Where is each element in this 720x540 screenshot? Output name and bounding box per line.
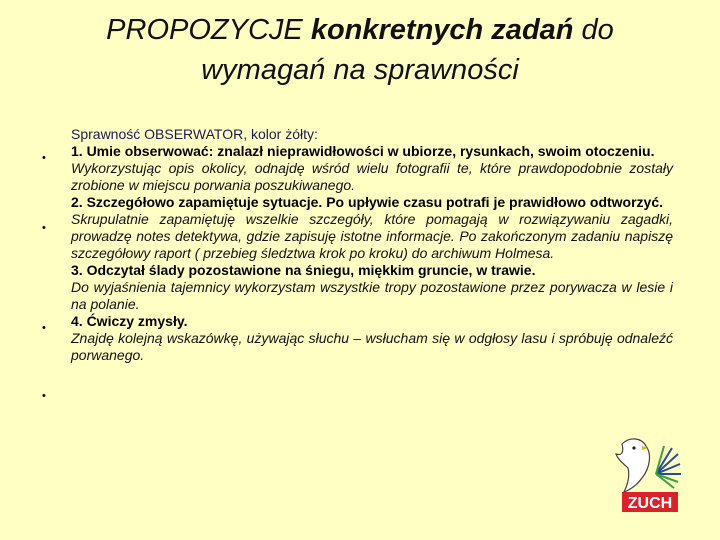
list-item-desc: Znajdę kolejną wskazówkę, używając słuchu – wsłucham się w odgłosy lasu i spróbuję odnaleźć porwanego. xyxy=(71,330,673,363)
content-heading: Sprawność OBSERWATOR, kolor żółty: xyxy=(71,126,318,142)
title-part-1: PROPOZYCJE xyxy=(106,14,311,46)
slide-title xyxy=(0,10,720,90)
bullet-1: • xyxy=(42,152,46,164)
title-line-1 xyxy=(0,10,720,50)
zuch-logo xyxy=(612,434,682,516)
bullet-4: • xyxy=(42,390,46,402)
bullet-2: • xyxy=(42,222,46,234)
list-item-point: 1. Umie obserwować: znalazł nieprawidłowości w ubiorze, rysunkach, swoim otoczeniu. xyxy=(71,143,655,159)
list-item-desc: Skrupulatnie zapamiętuję wszelkie szczegóły, które pomagają w rozwiązywaniu zagadki, prowadzę notes detektywa, gdzie zapisuję istotne informacje. Po zakończonym zadaniu napiszę szczegółowy raport ( przebieg śledztwa krok po kroku) do archiwum Holmesa. xyxy=(71,211,673,261)
slide-content xyxy=(71,126,673,364)
logo-text: ZUCH xyxy=(627,495,673,512)
title-line-2: wymagań na sprawności xyxy=(201,54,519,86)
bullet-3: • xyxy=(42,322,46,334)
eagle-logo-icon xyxy=(612,434,682,516)
list-item-point: 3. Odczytał ślady pozostawione na śniegu, miękkim gruncie, w trawie. xyxy=(71,262,536,278)
list-item-point: 2. Szczegółowo zapamiętuje sytuacje. Po upływie czasu potrafi je prawidłowo odtworzyć. xyxy=(71,194,664,210)
title-part-2: konkretnych zadań xyxy=(310,14,574,46)
list-item-desc: Wykorzystując opis okolicy, odnajdę wśród wielu fotografii te, które prawdopodobnie zostały zrobione w miejscu porwania poszukiwanego. xyxy=(71,160,673,193)
title-part-3: do xyxy=(573,14,614,46)
list-item-point: 4. Ćwiczy zmysły. xyxy=(71,313,188,329)
list-item-desc: Do wyjaśnienia tajemnicy wykorzystam wszystkie tropy pozostawione przez porywacza w lesie i na polanie. xyxy=(71,279,673,312)
